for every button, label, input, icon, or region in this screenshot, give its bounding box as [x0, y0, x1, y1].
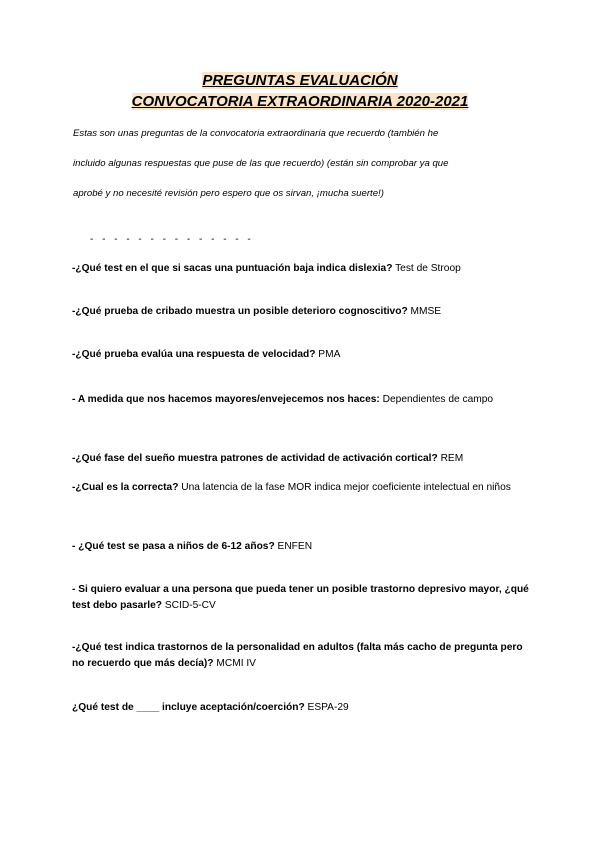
question-item [72, 700, 532, 716]
answer-text: Una latencia de la fase MOR indica mejor coeficiente intelectual en niños [178, 482, 511, 493]
intro-line-1: Estas son unas preguntas de la convocatoria extraordinaria que recuerdo (también he [73, 128, 439, 139]
question-item [72, 347, 532, 363]
question-text: -¿Cual es la correcta? [72, 482, 179, 493]
question-item [72, 640, 532, 672]
answer-text: Test de Stroop [392, 263, 461, 274]
answer-text: SCID-5-CV [162, 600, 216, 611]
question-item [72, 392, 532, 408]
intro-line-2: incluido algunas respuestas que puse de las que recuerdo) (están sin comprobar ya que [73, 158, 449, 169]
question-text: -¿Qué prueba de cribado muestra un posible deterioro cognoscitivo? [72, 306, 408, 317]
question-item [72, 261, 532, 277]
question-item [72, 304, 532, 320]
question-item [72, 451, 532, 467]
question-text: ¿Qué test de ____ incluye aceptación/coerción? [72, 702, 305, 713]
dash-separator: - - - - - - - - - - - - - - [90, 234, 251, 245]
question-text: -¿Qué fase del sueño muestra patrones de actividad de activación cortical? [72, 453, 438, 464]
question-text: - A medida que nos hacemos mayores/envejecemos nos haces: [72, 394, 380, 405]
question-item [72, 582, 532, 614]
answer-text: REM [437, 453, 464, 464]
question-text: -¿Qué test en el que si sacas una puntuación baja indica dislexia? [72, 263, 393, 274]
question-item [72, 480, 532, 496]
answer-text: PMA [315, 349, 341, 360]
question-text: - ¿Qué test se pasa a niños de 6-12 años? [72, 541, 275, 552]
question-text: -¿Qué test indica trastornos de la personalidad en adultos (falta más cacho de pregunta pero no recuerdo que más decía)? [72, 642, 523, 669]
answer-text: MMSE [407, 306, 442, 317]
question-text: - Si quiero evaluar a una persona que pueda tener un posible trastorno depresivo mayor, ¿qué test debo pasarle? [72, 584, 529, 611]
title-highlight-2: CONVOCATORIA EXTRAORDINARIA 2020-2021 [131, 93, 469, 110]
intro-line-3: aprobé y no necesité revisión pero espero que os sirvan, ¡mucha suerte!) [73, 188, 384, 199]
answer-text: Dependientes de campo [379, 394, 494, 405]
question-item [72, 539, 532, 555]
answer-text: MCMI IV [213, 658, 256, 669]
question-text: -¿Qué prueba evalúa una respuesta de velocidad? [72, 349, 316, 360]
title-highlight-1: PREGUNTAS EVALUACIÓN [202, 72, 398, 89]
document-title-line-2 [0, 93, 600, 111]
document-title-line-1 [0, 72, 600, 90]
answer-text: ESPA-29 [304, 702, 349, 713]
answer-text: ENFEN [274, 541, 313, 552]
